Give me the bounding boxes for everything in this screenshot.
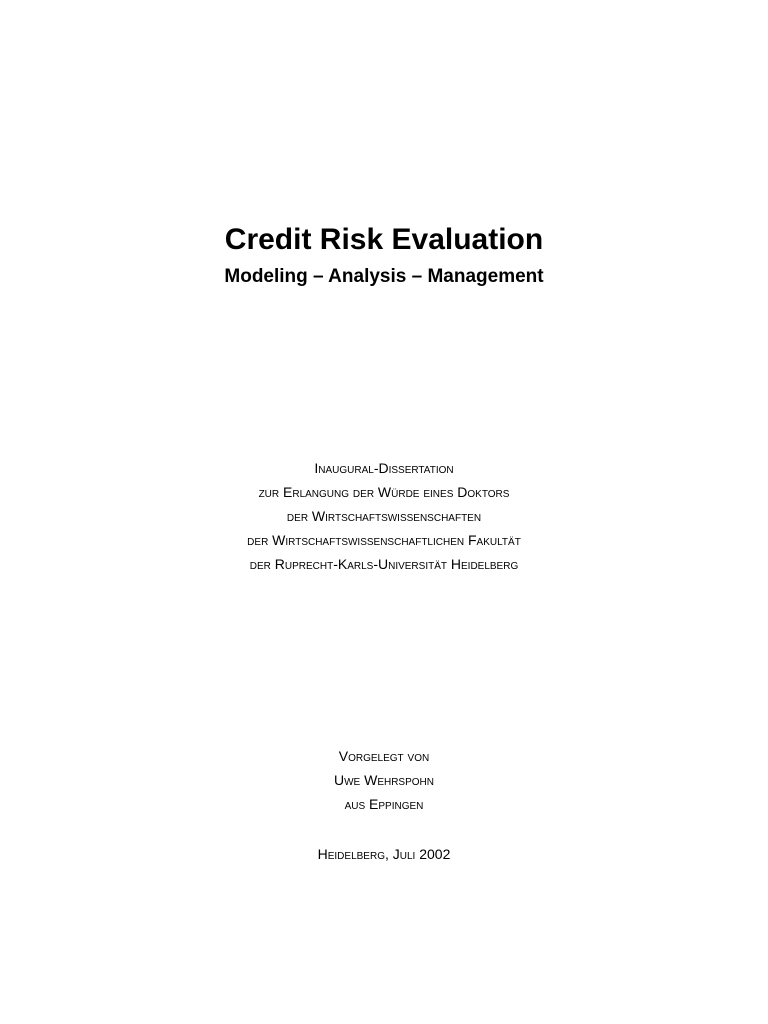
dissertation-line: der Ruprecht-Karls-Universität Heidelberg <box>249 556 519 572</box>
title-block <box>0 220 768 290</box>
author-block <box>0 744 768 816</box>
dissertation-line: der Wirtschaftswissenschaftlichen Fakultät <box>247 532 521 548</box>
document-subtitle: Modeling – Analysis – Management <box>224 266 544 287</box>
dissertation-statement <box>0 456 768 576</box>
document-title: Credit Risk Evaluation <box>224 223 544 256</box>
author-origin: aus Eppingen <box>344 796 424 812</box>
submitted-by: Vorgelegt von <box>338 748 430 764</box>
dissertation-line: Inaugural-Dissertation <box>314 460 454 476</box>
author-name: Uwe Wehrspohn <box>334 772 434 788</box>
place-date-block <box>0 842 768 866</box>
dissertation-line: der Wirtschaftswissenschaften <box>286 508 482 524</box>
dissertation-line: zur Erlangung der Würde eines Doktors <box>258 484 510 500</box>
place-date: Heidelberg, Juli 2002 <box>317 846 451 862</box>
